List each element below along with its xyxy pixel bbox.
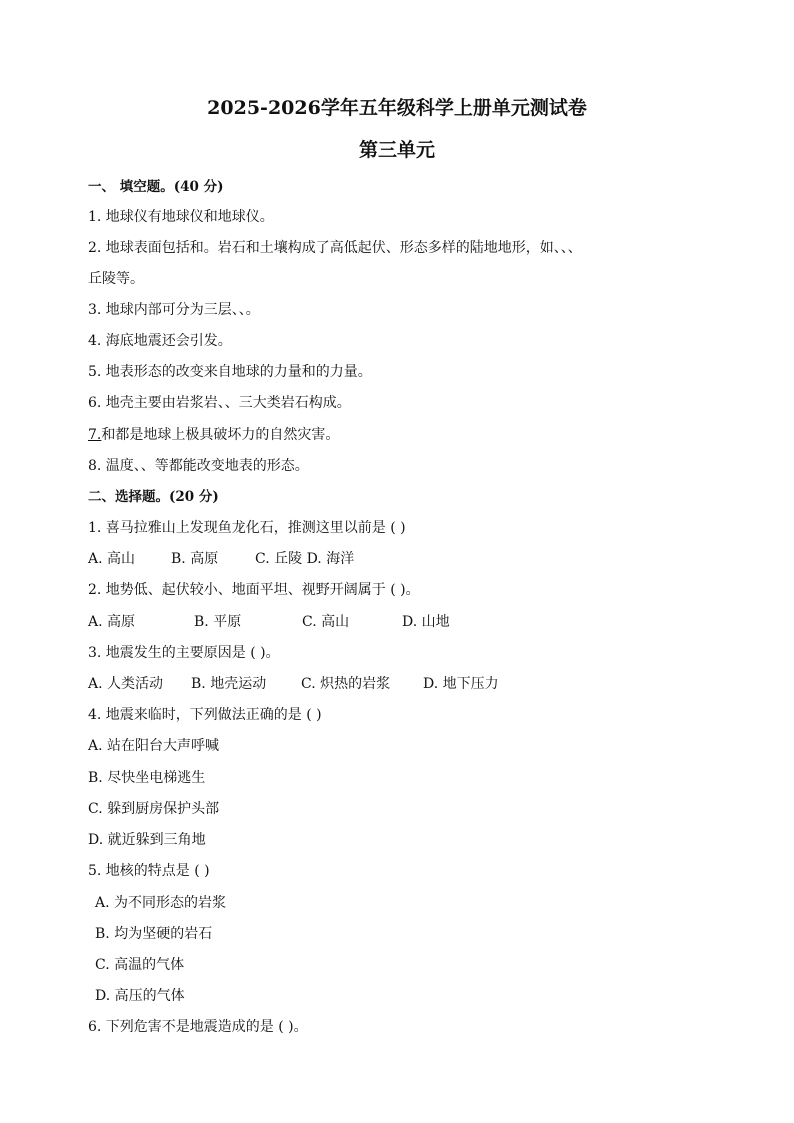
option-c: C. 高温的气体: [95, 957, 185, 973]
page-title: 2025-2026学年五年级科学上册单元测试卷: [207, 97, 587, 119]
option-b: B. 高原: [171, 551, 219, 567]
question-fill-2-continued: 丘陵等。: [88, 271, 144, 287]
question-fill-3: 3. 地球内部可分为三层、、。: [88, 302, 260, 318]
question-fill-5: 5. 地表形态的改变来自地球的力量和的力量。: [88, 364, 372, 380]
option-a: A. 高原: [88, 614, 136, 630]
section-heading-multiple-choice: 二、选择题。(20 分): [88, 489, 219, 505]
question-text: 和都是地球上极具破坏力的自然灾害。: [101, 427, 340, 443]
option-c: C. 躲到厨房保护头部: [88, 801, 220, 817]
question-number: 7.: [88, 427, 102, 443]
question-choice-1: 1. 喜马拉雅山上发现鱼龙化石，推测这里以前是 ( ): [88, 520, 406, 536]
option-d: D. 山地: [402, 614, 450, 630]
option-c: C. 炽热的岩浆: [301, 676, 391, 692]
question-choice-3: 3. 地震发生的主要原因是 ( )。: [88, 645, 280, 661]
option-b: B. 尽快坐电梯逃生: [88, 770, 206, 786]
option-d: D. 高压的气体: [95, 988, 185, 1004]
option-b: B. 地壳运动: [191, 676, 267, 692]
question-fill-7: [88, 425, 339, 445]
question-fill-2: 2. 地球表面包括和。岩石和土壤构成了高低起伏、形态多样的陆地地形，如、、、: [88, 240, 582, 256]
option-a: A. 站在阳台大声呼喊: [88, 738, 220, 754]
question-fill-6: 6. 地壳主要由岩浆岩、、三大类岩石构成。: [88, 395, 351, 411]
section-heading-fill-blanks: 一、 填空题。(40 分): [88, 179, 224, 195]
option-c-d: C. 丘陵 D. 海洋: [255, 551, 355, 567]
option-a: A. 高山: [88, 551, 136, 567]
option-b: B. 平原: [194, 614, 242, 630]
question-fill-4: 4. 海底地震还会引发。: [88, 333, 232, 349]
question-choice-6: 6. 下列危害不是地震造成的是 ( )。: [88, 1019, 308, 1035]
question-choice-5: 5. 地核的特点是 ( ): [88, 863, 210, 879]
option-c: C. 高山: [302, 614, 350, 630]
question-choice-4: 4. 地震来临时，下列做法正确的是 ( ): [88, 707, 322, 723]
option-a: A. 为不同形态的岩浆: [95, 895, 227, 911]
question-choice-2: 2. 地势低、起伏较小、地面平坦、视野开阔属于 ( )。: [88, 582, 420, 598]
question-fill-1: 1. 地球仪有地球仪和地球仪。: [88, 209, 274, 225]
option-b: B. 均为坚硬的岩石: [95, 926, 213, 942]
page-subtitle: 第三单元: [358, 139, 435, 161]
option-a: A. 人类活动: [88, 676, 164, 692]
question-fill-8: 8. 温度、、等都能改变地表的形态。: [88, 458, 309, 474]
option-d: D. 就近躲到三角地: [88, 832, 206, 848]
option-d: D. 地下压力: [423, 676, 499, 692]
